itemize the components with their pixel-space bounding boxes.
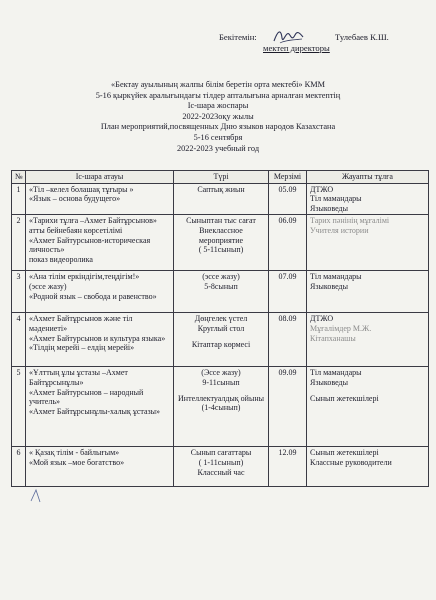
corner-mark-icon bbox=[28, 487, 44, 505]
responsible-person: ДТЖО bbox=[310, 184, 334, 194]
event-type: (Эссе жазу) bbox=[201, 368, 241, 378]
event-date: 07.09 bbox=[269, 271, 307, 313]
event-title: «Ахмет Байтурсынов-историческая личность» bbox=[29, 235, 151, 255]
table-row bbox=[12, 447, 429, 487]
event-type-cell bbox=[174, 183, 269, 215]
header-year-ru: 2022-2023 учебный год bbox=[176, 143, 260, 153]
responsible-cell bbox=[307, 271, 429, 313]
header-year-kz: 2022-2023оқу жылы bbox=[182, 111, 254, 121]
event-type: Класcный час bbox=[197, 467, 245, 477]
table-row bbox=[12, 367, 429, 447]
responsible-person: Сынып жетекшілері bbox=[310, 393, 379, 403]
responsible-person: Тіл мамандары bbox=[310, 368, 362, 378]
signature-icon bbox=[272, 26, 306, 46]
event-type: ( 5-11сынып) bbox=[198, 245, 244, 255]
event-type-cell bbox=[174, 271, 269, 313]
event-type: Круглый стол bbox=[197, 323, 245, 333]
event-title: «Язык – основа будущего» bbox=[29, 194, 121, 204]
header-school: «Бектау ауылының жалпы білім беретін орта мектебі» КММ bbox=[111, 80, 325, 89]
event-title: «Ахмет Байтұрсынұлы-халық ұстазы» bbox=[29, 406, 161, 416]
responsible-person-faded: Учителя истории bbox=[310, 225, 369, 235]
event-title: (эссе жазу) bbox=[29, 281, 67, 291]
responsible-cell bbox=[307, 313, 429, 367]
event-type-cell bbox=[174, 447, 269, 487]
event-type: Сыныптан тыс сағат bbox=[186, 216, 256, 226]
event-type: ( 1-11сынып) bbox=[198, 457, 244, 467]
table-header bbox=[12, 171, 429, 184]
row-number: 3 bbox=[12, 271, 26, 313]
responsible-person: Тіл мамандары bbox=[310, 194, 362, 204]
event-type-cell bbox=[174, 215, 269, 271]
event-title-cell bbox=[26, 183, 174, 215]
header-subtitle: 5-16 қыркүйек аралығындағы тілдер апталығына арналған мектептің bbox=[95, 90, 341, 100]
event-type-cell bbox=[174, 313, 269, 367]
responsible-cell bbox=[307, 215, 429, 271]
responsible-cell bbox=[307, 183, 429, 215]
event-title-cell bbox=[26, 367, 174, 447]
event-type: 5-8сынып bbox=[204, 281, 238, 291]
event-date: 06.09 bbox=[269, 215, 307, 271]
event-title: «Тарихи тұлға –Ахмет Байтұрсынов» атты бейнебаян көрсетілімі bbox=[29, 216, 157, 235]
table-row bbox=[12, 271, 429, 313]
event-type: (эссе жазу) bbox=[202, 272, 240, 282]
event-title-cell bbox=[26, 215, 174, 271]
row-number: 4 bbox=[12, 313, 26, 367]
header-plan-ru: План мероприятий,посвященных Дню языков народов Казахстана bbox=[100, 122, 336, 132]
event-title: «Тілдің мерейі – елдің мерейі» bbox=[29, 343, 135, 353]
responsible-person: Сынып жетекшілері bbox=[310, 448, 379, 458]
table-row bbox=[12, 215, 429, 271]
responsible-person: Классные руководители bbox=[310, 457, 392, 467]
event-title: показ видеоролика bbox=[29, 254, 93, 264]
approval-label: Бекітемін: bbox=[219, 32, 257, 42]
responsible-person: Языковеды bbox=[310, 281, 348, 291]
document-header bbox=[0, 80, 436, 154]
header-plan-kz: Іс-шара жоспары bbox=[187, 101, 249, 111]
row-number: 2 bbox=[12, 215, 26, 271]
table-row bbox=[12, 183, 429, 215]
responsible-person-faded: Кітапханашы bbox=[310, 333, 356, 343]
table-body bbox=[12, 183, 429, 487]
row-number: 6 bbox=[12, 447, 26, 487]
event-title: «Ахмет Байтұрсынов және тіл мәдениеті» bbox=[29, 314, 133, 333]
event-title: «Ана тілім еркіндігім,теңдігім!» bbox=[29, 272, 140, 282]
responsible-person: ДТЖО bbox=[310, 314, 334, 324]
event-type: Сынып сағаттары bbox=[190, 448, 252, 458]
event-title: «Тіл –келел болашақ тұғыры » bbox=[29, 184, 134, 194]
col-responsible: Жауапты тұлға bbox=[307, 171, 429, 184]
responsible-person: Тіл мамандары bbox=[310, 272, 362, 282]
responsible-cell bbox=[307, 447, 429, 487]
event-title: «Родной язык – свобода и равенство» bbox=[29, 291, 157, 301]
table-row bbox=[12, 313, 429, 367]
event-title-cell bbox=[26, 271, 174, 313]
row-number: 5 bbox=[12, 367, 26, 447]
approval-position: мектеп директоры bbox=[263, 43, 330, 53]
col-date: Мерзімі bbox=[269, 171, 307, 184]
event-date: 12.09 bbox=[269, 447, 307, 487]
event-type: Кітаптар көрмесі bbox=[191, 339, 251, 349]
responsible-cell bbox=[307, 367, 429, 447]
event-type-cell bbox=[174, 367, 269, 447]
responsible-person: Языковеды bbox=[310, 203, 348, 213]
event-title-cell bbox=[26, 313, 174, 367]
event-title: « Қазақ тілім - байлығым» bbox=[29, 448, 120, 458]
event-type: Интеллектуалдық ойыны bbox=[178, 393, 264, 403]
col-type: Түрі bbox=[174, 171, 269, 184]
event-date: 09.09 bbox=[269, 367, 307, 447]
col-number: № bbox=[12, 171, 26, 184]
event-type: 9-11сынып bbox=[202, 377, 240, 387]
header-dates: 5-16 сентября bbox=[193, 132, 243, 142]
event-title: «Мой язык –мое богатство» bbox=[29, 457, 125, 467]
responsible-person: Языковеды bbox=[310, 377, 348, 387]
event-type: Саптық жиын bbox=[197, 184, 245, 194]
responsible-person-faded: Тарих пәнінің мұғалімі bbox=[310, 216, 390, 226]
event-type: (1-4сынып) bbox=[201, 403, 241, 413]
event-type: Дөңгелек үстел bbox=[194, 314, 248, 324]
approval-name: Тулебаев К.Ш. bbox=[335, 32, 389, 42]
events-table bbox=[11, 170, 429, 487]
event-title: «Ұлттың ұлы ұстазы –Ахмет Байтұрсынұлы» bbox=[29, 368, 128, 387]
event-title: «Ахмет Байтурсынов и культура языка» bbox=[29, 333, 166, 343]
event-title-cell bbox=[26, 447, 174, 487]
event-type: Внеклассное мероприятие bbox=[198, 225, 244, 245]
event-title: «Ахмет Байтурсынов – народный учитель» bbox=[29, 387, 144, 407]
row-number: 1 bbox=[12, 183, 26, 215]
event-date: 05.09 bbox=[269, 183, 307, 215]
col-title: Іс-шара атауы bbox=[26, 171, 174, 184]
approval-block bbox=[219, 32, 419, 54]
event-date: 08.09 bbox=[269, 313, 307, 367]
responsible-person-faded: Мұғалімдер М.Ж. bbox=[310, 323, 372, 333]
